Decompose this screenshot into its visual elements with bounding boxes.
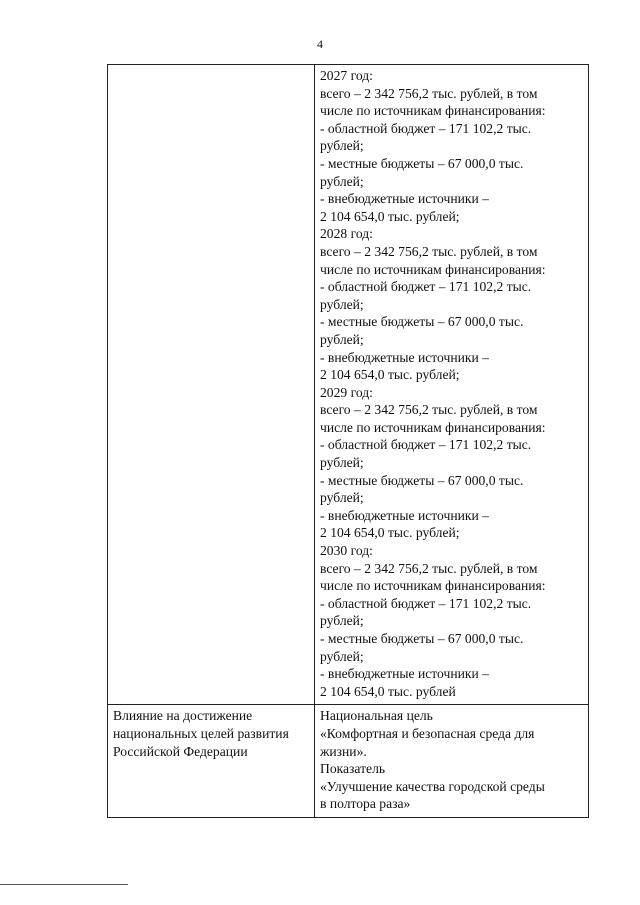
row-content-line: рублей; <box>320 455 364 471</box>
row-content-line: 2 104 654,0 тыс. рублей; <box>320 525 460 541</box>
table-row-national-goals <box>108 705 589 818</box>
row-content-line: рублей; <box>320 648 364 664</box>
row-content-line: - местные бюджеты – 67 000,0 тыс. <box>320 631 524 646</box>
footer-rule <box>0 884 128 885</box>
row-content-line: - внебюджетные источники – <box>320 191 489 207</box>
row-content-line: «Улучшение качества городской среды <box>320 778 545 794</box>
row-content-line: Национальная цель <box>320 708 433 724</box>
row-content-line: всего – 2 342 756,2 тыс. рублей, в том <box>320 243 538 259</box>
row-content-line: 2 104 654,0 тыс. рублей <box>320 683 456 699</box>
row-content-line: - областной бюджет – 171 102,2 тыс. <box>320 120 532 136</box>
row-content-line: рублей; <box>320 490 364 506</box>
row-content-line: 2 104 654,0 тыс. рублей; <box>320 208 460 224</box>
row-content-line: - внебюджетные источники – <box>320 507 489 523</box>
row-content-line: 2 104 654,0 тыс. рублей; <box>320 367 460 383</box>
row-content-line: всего – 2 342 756,2 тыс. рублей, в том <box>320 560 538 576</box>
row-content-line: Показатель <box>320 761 386 777</box>
row-content-line: 2030 год: <box>320 543 373 559</box>
page-number: 4 <box>317 37 323 51</box>
row-content-line: - местные бюджеты – 67 000,0 тыс. <box>320 155 524 171</box>
row-content-line: - областной бюджет – 171 102,2 тыс. <box>320 279 532 295</box>
row-content-line: - внебюджетные источники – <box>320 666 489 682</box>
row-content-line: - местные бюджеты – 67 000,0 тыс. <box>320 314 524 330</box>
row-content-line: числе по источникам финансирования: <box>320 261 546 277</box>
row-content-line: «Комфортная и безопасная среда для <box>320 725 535 741</box>
row-content-line: - внебюджетные источники – <box>320 349 489 365</box>
row-content-line: - местные бюджеты – 67 000,0 тыс. <box>320 472 524 488</box>
row-content-line: числе по источникам финансирования: <box>320 103 546 119</box>
row-content-line: - областной бюджет – 171 102,2 тыс. <box>320 437 532 453</box>
row-content-line: числе по источникам финансирования: <box>320 419 546 435</box>
row-content-line: рублей; <box>320 613 364 629</box>
row-content-line: 2027 год: <box>320 68 373 83</box>
row-content-cell <box>315 705 589 818</box>
row-content-line: в полтора раза» <box>320 796 411 812</box>
row-content-line: 2029 год: <box>320 384 373 400</box>
table-row-funding <box>108 65 589 705</box>
row-content-line: всего – 2 342 756,2 тыс. рублей, в том <box>320 402 538 418</box>
row-content-line: жизни». <box>320 743 367 759</box>
row-label-line: национальных целей развития <box>113 725 289 741</box>
row-content-line: всего – 2 342 756,2 тыс. рублей, в том <box>320 85 538 101</box>
row-content-line: - областной бюджет – 171 102,2 тыс. <box>320 595 532 611</box>
row-content-line: рублей; <box>320 296 364 312</box>
row-content-line: числе по источникам финансирования: <box>320 578 546 594</box>
passport-table <box>107 64 589 818</box>
row-content-cell <box>315 65 589 705</box>
row-label-cell <box>108 65 315 705</box>
row-content-line: рублей; <box>320 331 364 347</box>
row-content-line: рублей; <box>320 173 364 189</box>
row-content-line: рублей; <box>320 138 364 154</box>
row-content-line: 2028 год: <box>320 226 373 242</box>
row-label-line: Влияние на достижение <box>113 708 253 724</box>
row-label-cell <box>108 705 315 818</box>
row-label-line: Российской Федерации <box>113 743 248 759</box>
